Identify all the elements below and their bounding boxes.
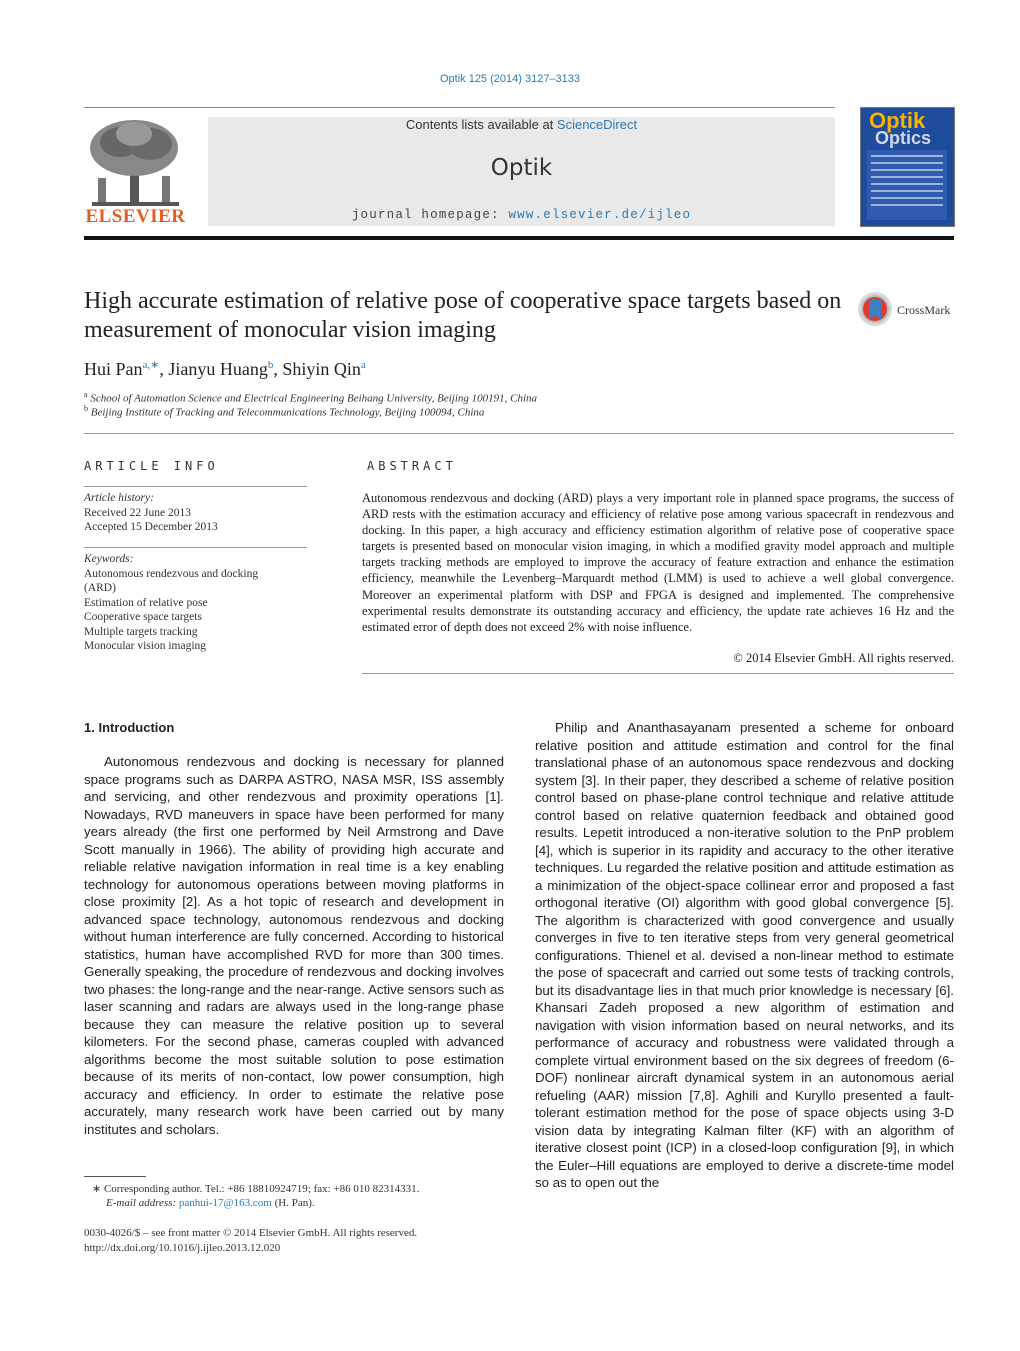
- elsevier-tree-icon: [84, 116, 187, 208]
- keyword: (ARD): [84, 582, 116, 594]
- homepage-line: [208, 208, 835, 222]
- body-paragraph: Philip and Ananthasayanam presented a scheme for onboard relative position and attitude estimation and control for the final translational phase of an autonomous space rendezvous and docking system [3]. In their paper, they described a scheme of relative position control based on phase-plane control technique and relative attitude control based on relative quaternion feedback and obtained good results. Lepetit introduced a non-iterative solution to the PnP problem [4], which is superior in its rapidity and accuracy to the other iterative techniques. Lu regarded the relative position and attitude estimation as a minimization of the object-space collinear error and proposed a fast orthogonal iterative (OI) algorithm with good global convergence [5]. The algorithm is characterized with good convergence and usually converges in five to ten iterative steps from very general geometrical configurations. Thienel et al. devised a non-linear method to estimate the pose of spacecraft and carried out some tests of tracking controls, but its disadvantage lies in that much prior knowledge is necessary [6]. Khansari Zadeh proposed a new algorithm of estimation and navigation with vision information based on neural networks, and its performance of accuracy and robustness were validated through a complete virtual environment based on the six degrees of freedom (6-DOF) nonlinear aircraft dynamical system in an autonomous aerial refueling (AAR) mission [7,8]. Aghili and Kuryllo presented a fault-tolerant estimation method for the pose of space objects using 3-D vision data by integrating Kalman filter (KF) with an algorithm of iterative closest point (ICP) in a closed-loop configuration [9], in which the Euler–Hill equations are employed to derive a discrete-time model so as to open out the: [535, 720, 954, 1190]
- sciencedirect-link[interactable]: ScienceDirect: [556, 117, 638, 132]
- author-affiliation-mark[interactable]: a,∗: [142, 359, 160, 371]
- contents-prefix: Contents lists available at: [405, 117, 557, 132]
- affiliation-mark: a: [84, 390, 88, 399]
- affiliation-b: [84, 404, 484, 419]
- homepage-link[interactable]: www.elsevier.de/ijleo: [508, 208, 692, 222]
- author-affiliation-mark[interactable]: b: [267, 359, 274, 371]
- affiliation-text: School of Automation Science and Electrical Engineering Beihang University, Beijing 100191, China: [90, 392, 538, 405]
- keyword: Cooperative space targets: [84, 611, 202, 623]
- doi-link[interactable]: http://dx.doi.org/10.1016/j.ijleo.2013.12.020: [84, 1242, 281, 1254]
- corresponding-author-note: ∗ Corresponding author. Tel.: +86 18810924719; fax: +86 010 82314331.: [92, 1183, 420, 1195]
- abstract-copyright: © 2014 Elsevier GmbH. All rights reserved.: [733, 651, 954, 665]
- keyword: Estimation of relative pose: [84, 596, 208, 609]
- section-rule: [84, 433, 954, 434]
- footnote-rule: [84, 1176, 146, 1177]
- keywords-label: Keywords:: [84, 553, 134, 565]
- history-label: Article history:: [84, 492, 154, 504]
- abstract-heading: ABSTRACT: [367, 459, 457, 473]
- header-rule: [84, 107, 835, 108]
- author-name[interactable]: Hui Pan: [84, 359, 143, 379]
- keywords-rule: [84, 547, 307, 548]
- section-title: 1. Introduction: [84, 720, 175, 735]
- issn-note: 0030-4026/$ – see front matter © 2014 Elsevier GmbH. All rights reserved.: [84, 1227, 418, 1239]
- contents-line: [208, 117, 835, 132]
- author-separator: ,: [159, 359, 169, 379]
- article-title: High accurate estimation of relative pose of cooperative space targets based on measurement of monocular vision imaging: [84, 288, 842, 343]
- email-note: [106, 1196, 315, 1210]
- email-label: E-mail address:: [106, 1197, 177, 1209]
- author-affiliation-mark[interactable]: a: [360, 359, 366, 371]
- keywords-block: [84, 552, 307, 654]
- keyword: Autonomous rendezvous and docking: [84, 567, 259, 580]
- keyword: Multiple targets tracking: [84, 625, 198, 638]
- header-thick-rule: [84, 236, 954, 240]
- author-name[interactable]: Jianyu Huang: [168, 359, 268, 379]
- cover-subtitle: Optics: [875, 128, 932, 148]
- journal-title: Optik: [490, 155, 553, 181]
- author-name[interactable]: Shiyin Qin: [282, 359, 361, 379]
- author-separator: ,: [273, 359, 283, 379]
- article-info-rule: [84, 486, 307, 487]
- body-column-right: [535, 719, 954, 1192]
- crossmark-label: CrossMark: [897, 303, 951, 317]
- author-list: [84, 358, 366, 380]
- email-link[interactable]: panhui-17@163.com: [178, 1197, 272, 1209]
- affiliation-text: Beijing Institute of Tracking and Telecommunications Technology, Beijing 100094, China: [90, 406, 485, 419]
- journal-citation[interactable]: Optik 125 (2014) 3127–3133: [439, 73, 581, 85]
- abstract-text: Autonomous rendezvous and docking (ARD) plays a very important role in planned space programs, the success of ARD rests with the estimation accuracy and efficiency of relative pose among various spacecraft in rendezvous and docking. In this paper, a high accuracy and efficiency estimation algorithm of relative pose of cooperative space targets is presented based on monocular vision imaging, in which a modified gravity model approach and multiple targets tracking methods are employed to improve the accuracy of feature extraction and enhance the estimation efficiency, meanwhile the Levenberg–Marquardt method (LMM) is used to achieve a well global convergence. Moreover an experimental platform with DSP and FPGA is designed and implemented. The comprehensive experimental results demonstrate its outstanding accuracy and efficiency, the update rate achieves 16 Hz and the estimated error of depth does not exceed 2% with noise influence.: [362, 491, 954, 634]
- homepage-prefix: journal homepage:: [351, 208, 509, 222]
- affiliation-mark: b: [84, 404, 88, 413]
- abstract-rule: [362, 673, 954, 674]
- article-history: [84, 491, 307, 535]
- received-date: Received 22 June 2013: [84, 506, 191, 519]
- email-suffix: (H. Pan).: [271, 1197, 315, 1209]
- elsevier-wordmark: ELSEVIER: [85, 206, 186, 227]
- cover-title: Optik: [869, 108, 926, 133]
- cover-contents-block: [867, 150, 947, 220]
- journal-cover-thumbnail[interactable]: [860, 107, 955, 227]
- journal-banner: [208, 117, 835, 226]
- crossmark-badge[interactable]: [857, 290, 957, 330]
- body-column-left: [84, 753, 504, 1138]
- article-info-heading: ARTICLE INFO: [84, 459, 219, 473]
- keyword: Monocular vision imaging: [84, 640, 207, 652]
- elsevier-logo[interactable]: [84, 116, 187, 228]
- body-paragraph: Autonomous rendezvous and docking is necessary for planned space programs such as DARPA ASTRO, NASA MSR, ISS assembly and servicing, and other rendezvous and proximity operations [1]. Nowadays, RVD maneuvers in space have been performed for many years already (the first one performed by Neil Armstrong and Dave Scott manually in 1966). The ability of providing high accurate and reliable relative navigation information in real time is a key enabling technology for autonomous operations between moving platforms in close proximity [2]. As a hot topic of research and development in advanced space technology, autonomous rendezvous and docking without human interference are fully concerned. According to historical statistics, human have accomplished RVD for more than 300 times. Generally speaking, the procedure of rendezvous and docking involves two phases: the long-range and the near-range. Active sensors such as laser scanning and radars are always used in the long-range phase because they can measure the relative position up to several kilometers. For the second phase, cameras coupled with advanced algorithms become the most suitable solution to pose estimation because of its merits of non-contact, low power consumption, high accuracy and efficiency. In order to estimate the relative pose accurately, many research work have been carried out by many institutes and scholars.: [84, 754, 504, 1137]
- affiliation-a: [84, 390, 537, 405]
- accepted-date: Accepted 15 December 2013: [84, 521, 218, 533]
- crossmark-icon: [857, 290, 893, 328]
